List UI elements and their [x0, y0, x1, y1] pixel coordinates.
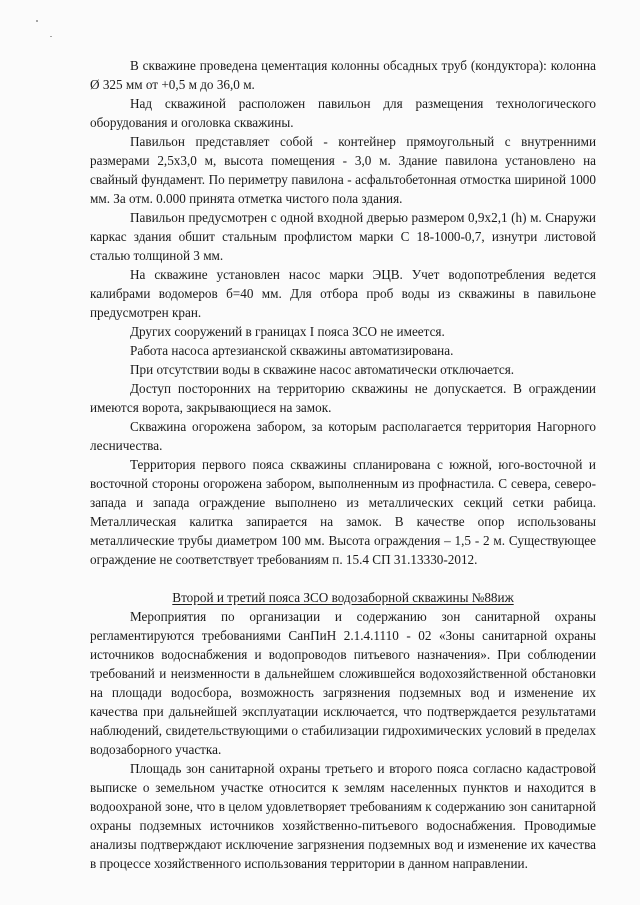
scan-speck — [50, 36, 52, 37]
paragraph-pavilion-location: Над скважиной расположен павильон для размещения технологического оборудования и оголовка скважины. — [90, 96, 596, 130]
paragraph-pavilion-door: Павильон предусмотрен с одной входной дверью размером 0,9х2,1 (h) м. Снаружи каркас здания обшит стальным профлистом марки С 18-1000-0,7, изнутри листовой сталью толщиной 3 мм. — [90, 210, 596, 263]
section-title: Второй и третий пояса ЗСО водозаборной скважины №88иж — [172, 590, 514, 605]
section-second-third-belts — [90, 607, 596, 873]
section-first-belt — [90, 56, 596, 569]
paragraph-regulations: Мероприятия по организации и содержанию зон санитарной охраны регламентируются требованиями СанПиН 2.1.4.1110 - 02 «Зоны санитарной охраны источников водоснабжения и водопроводов питьевого назначения». При соблюдении требований и неизменности в дальнейшем сложившейся водохозяйственной обстановки на площади водосбора, возможность загрязнения подземных вод и изменение их качества при дальнейшей эксплуатации исключается, что подтверждается результатами наблюдений, свидетельствующими о стабилизации гидрохимических условий в пределах водозаборного участка. — [90, 609, 596, 757]
paragraph-no-other-structures: Других сооружений в границах I пояса ЗСО не имеется. — [130, 324, 445, 339]
document-page — [90, 56, 596, 873]
paragraph-pump-automation: Работа насоса артезианской скважины автоматизирована. — [130, 343, 454, 358]
paragraph-zone-area: Площадь зон санитарной охраны третьего и второго пояса согласно кадастровой выписке о земельном участке относится к землям населенных пунктов и находится в водоохраной зоне, что в целом удовлетворяет требованиям к содержанию зон санитарной охраны подземных источников хозяйственно-питьевого водоснабжения. Проводимые анализы подтверждают исключение загрязнения подземных вод и изменение их качества в процессе хозяйственного использования территории в данном направлении. — [90, 761, 596, 871]
paragraph-pavilion-description: Павильон представляет собой - контейнер прямоугольный с внутренними размерами 2,5х3,0 м, высота помещения - 3,0 м. Здание павилона установлено на свайный фундамент. По периметру павилона - асфальтобетонная отмостка шириной 1000 мм. За отм. 0.000 принята отметка чистого пола здания. — [90, 134, 596, 206]
paragraph-fence: Скважина огорожена забором, за которым располагается территория Нагорного лесничества. — [90, 419, 596, 453]
paragraph-casing-cementing: В скважине проведена цементация колонны обсадных труб (кондуктора): колонна Ø 325 мм от +0,5 м до 36,0 м. — [90, 58, 596, 92]
paragraph-access: Доступ посторонних на территорию скважины не допускается. В ограждении имеются ворота, закрывающиеся на замок. — [90, 381, 596, 415]
paragraph-pump: На скважине установлен насос марки ЭЦВ. Учет водопотребления ведется калибрами водомеров б=40 мм. Для отбора проб воды из скважины в павильоне предусмотрен кран. — [90, 267, 596, 320]
paragraph-pump-shutoff: При отсутствии воды в скважине насос автоматически отключается. — [130, 362, 515, 377]
scan-speck — [36, 20, 38, 22]
paragraph-territory: Территория первого пояса скважины спланирована с южной, юго-восточной и восточной стороны огорожена забором, выполненным из профнастила. С севера, северо-запада и запада ограждение выполнено из металлических секций сетки рабица. Металлическая калитка запирается на замок. В качестве опор использованы металлические трубы диаметром 100 мм. Высота ограждения – 1,5 - 2 м. Существующее ограждение не соответствует требованиям п. 15.4 СП 31.13330-2012. — [90, 457, 596, 567]
